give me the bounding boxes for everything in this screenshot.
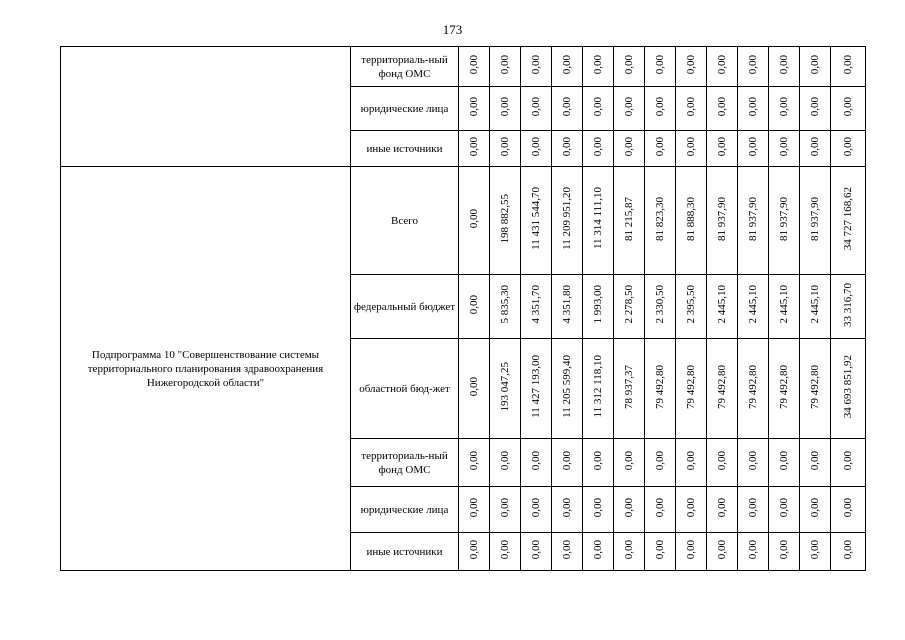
amount-value: 198 882,55 <box>499 193 511 244</box>
amount-value: 1 993,00 <box>592 285 604 324</box>
amount-value: 5 835,30 <box>499 285 511 324</box>
amount-cell <box>831 167 866 275</box>
page-number: 173 <box>442 22 463 37</box>
amount-value: 0,00 <box>499 539 511 560</box>
amount-cell <box>614 47 645 87</box>
amount-cell <box>459 439 490 487</box>
amount-cell <box>614 487 645 533</box>
amount-cell <box>521 439 552 487</box>
amount-value: 0,00 <box>778 54 790 75</box>
amount-value: 0,00 <box>842 54 854 75</box>
amount-value: 0,00 <box>592 136 604 157</box>
funding-source-label: территориаль-ный фонд ОМС <box>351 439 459 487</box>
amount-cell <box>707 47 738 87</box>
amount-value: 11 431 544,70 <box>530 187 542 250</box>
amount-value: 0,00 <box>654 450 666 471</box>
amount-value: 0,00 <box>716 497 728 518</box>
amount-value: 4 351,70 <box>530 285 542 324</box>
amount-value: 0,00 <box>468 539 480 560</box>
funding-source-label: юридические лица <box>351 487 459 533</box>
amount-value: 0,00 <box>716 54 728 75</box>
amount-cell <box>490 275 521 339</box>
amount-cell <box>552 487 583 533</box>
amount-cell <box>676 439 707 487</box>
amount-value: 81 937,90 <box>778 196 790 241</box>
amount-cell <box>800 439 831 487</box>
amount-value: 0,00 <box>530 450 542 471</box>
amount-cell <box>800 275 831 339</box>
amount-cell <box>769 47 800 87</box>
amount-cell <box>459 533 490 571</box>
amount-value: 0,00 <box>592 54 604 75</box>
amount-cell <box>676 339 707 439</box>
amount-cell <box>738 275 769 339</box>
amount-value: 0,00 <box>842 136 854 157</box>
amount-cell <box>645 87 676 131</box>
amount-value: 0,00 <box>809 497 821 518</box>
amount-value: 0,00 <box>654 497 666 518</box>
amount-cell <box>552 439 583 487</box>
amount-value: 0,00 <box>716 136 728 157</box>
amount-cell <box>769 533 800 571</box>
amount-cell <box>769 439 800 487</box>
amount-cell <box>583 47 614 87</box>
amount-cell <box>521 131 552 167</box>
amount-value: 11 427 193,00 <box>530 355 542 418</box>
amount-cell <box>645 339 676 439</box>
amount-cell <box>614 339 645 439</box>
amount-cell <box>459 275 490 339</box>
amount-value: 0,00 <box>685 450 697 471</box>
amount-cell <box>738 487 769 533</box>
amount-cell <box>645 533 676 571</box>
amount-cell <box>738 131 769 167</box>
amount-cell <box>490 87 521 131</box>
amount-cell <box>583 533 614 571</box>
amount-cell <box>831 275 866 339</box>
amount-value: 0,00 <box>842 539 854 560</box>
amount-value: 0,00 <box>530 539 542 560</box>
amount-cell <box>769 131 800 167</box>
funding-source-label: федеральный бюджет <box>351 275 459 339</box>
amount-value: 0,00 <box>685 539 697 560</box>
amount-cell <box>676 275 707 339</box>
amount-value: 0,00 <box>530 54 542 75</box>
amount-value: 0,00 <box>623 54 635 75</box>
amount-value: 0,00 <box>685 96 697 117</box>
amount-cell <box>552 167 583 275</box>
amount-cell <box>459 339 490 439</box>
amount-cell <box>707 487 738 533</box>
amount-cell <box>800 131 831 167</box>
amount-cell <box>521 275 552 339</box>
amount-cell <box>583 131 614 167</box>
budget-table <box>60 46 866 571</box>
amount-value: 0,00 <box>468 497 480 518</box>
amount-cell <box>738 439 769 487</box>
amount-value: 0,00 <box>747 136 759 157</box>
amount-cell <box>614 87 645 131</box>
amount-value: 0,00 <box>468 450 480 471</box>
amount-cell <box>459 487 490 533</box>
funding-source-label: иные источники <box>351 533 459 571</box>
amount-cell <box>552 131 583 167</box>
amount-cell <box>552 275 583 339</box>
amount-cell <box>490 339 521 439</box>
amount-value: 11 314 111,10 <box>592 187 604 250</box>
amount-value: 34 727 168,62 <box>842 186 854 251</box>
amount-cell <box>583 87 614 131</box>
amount-value: 0,00 <box>778 497 790 518</box>
amount-value: 0,00 <box>499 497 511 518</box>
amount-cell <box>800 167 831 275</box>
amount-cell <box>800 47 831 87</box>
amount-cell <box>831 47 866 87</box>
amount-cell <box>831 439 866 487</box>
amount-cell <box>583 339 614 439</box>
amount-cell <box>614 533 645 571</box>
amount-value: 0,00 <box>778 96 790 117</box>
amount-cell <box>707 131 738 167</box>
amount-value: 0,00 <box>747 539 759 560</box>
amount-cell <box>521 533 552 571</box>
amount-cell <box>521 47 552 87</box>
amount-cell <box>769 487 800 533</box>
amount-value: 0,00 <box>778 539 790 560</box>
amount-value: 79 492,80 <box>685 364 697 409</box>
amount-cell <box>583 275 614 339</box>
funding-source-label: областной бюд-жет <box>351 339 459 439</box>
amount-value: 34 693 851,92 <box>842 354 854 419</box>
amount-cell <box>645 47 676 87</box>
amount-value: 79 492,80 <box>716 364 728 409</box>
amount-value: 2 395,50 <box>685 285 697 324</box>
amount-value: 0,00 <box>561 450 573 471</box>
program-name-cell <box>61 167 351 571</box>
funding-source-label: иные источники <box>351 131 459 167</box>
amount-value: 0,00 <box>685 497 697 518</box>
amount-cell <box>769 167 800 275</box>
funding-source-label: Всего <box>351 167 459 275</box>
amount-value: 0,00 <box>561 539 573 560</box>
amount-cell <box>800 533 831 571</box>
amount-cell <box>459 87 490 131</box>
amount-value: 0,00 <box>654 539 666 560</box>
amount-value: 81 937,90 <box>716 196 728 241</box>
amount-value: 11 205 599,40 <box>561 355 573 418</box>
amount-value: 0,00 <box>592 450 604 471</box>
amount-cell <box>769 87 800 131</box>
amount-cell <box>707 167 738 275</box>
funding-source-label: территориаль-ный фонд ОМС <box>351 47 459 87</box>
amount-cell <box>552 47 583 87</box>
amount-value: 0,00 <box>778 450 790 471</box>
amount-cell <box>831 131 866 167</box>
amount-cell <box>676 487 707 533</box>
amount-cell <box>769 339 800 439</box>
amount-value: 0,00 <box>842 497 854 518</box>
amount-value: 0,00 <box>499 54 511 75</box>
amount-cell <box>645 439 676 487</box>
amount-value: 2 445,10 <box>747 285 759 324</box>
amount-cell <box>521 487 552 533</box>
amount-cell <box>800 339 831 439</box>
amount-cell <box>831 87 866 131</box>
amount-value: 2 278,50 <box>623 285 635 324</box>
amount-value: 0,00 <box>654 54 666 75</box>
amount-cell <box>831 339 866 439</box>
amount-cell <box>521 87 552 131</box>
amount-cell <box>676 131 707 167</box>
amount-cell <box>614 131 645 167</box>
amount-value: 0,00 <box>623 539 635 560</box>
amount-value: 0,00 <box>842 96 854 117</box>
amount-value: 0,00 <box>592 96 604 117</box>
amount-cell <box>614 167 645 275</box>
amount-value: 11 209 951,20 <box>561 187 573 250</box>
amount-value: 0,00 <box>468 208 480 229</box>
amount-cell <box>800 487 831 533</box>
amount-cell <box>738 87 769 131</box>
amount-value: 0,00 <box>561 497 573 518</box>
amount-cell <box>645 167 676 275</box>
amount-cell <box>490 533 521 571</box>
amount-value: 0,00 <box>809 450 821 471</box>
amount-value: 81 215,87 <box>623 196 635 241</box>
amount-value: 11 312 118,10 <box>592 355 604 418</box>
amount-value: 0,00 <box>716 96 728 117</box>
amount-value: 0,00 <box>623 96 635 117</box>
amount-value: 0,00 <box>809 54 821 75</box>
amount-value: 0,00 <box>716 539 728 560</box>
amount-value: 2 330,50 <box>654 285 666 324</box>
amount-value: 0,00 <box>499 136 511 157</box>
amount-cell <box>769 275 800 339</box>
amount-cell <box>490 167 521 275</box>
amount-value: 0,00 <box>747 497 759 518</box>
amount-value: 4 351,80 <box>561 285 573 324</box>
amount-cell <box>459 47 490 87</box>
amount-value: 0,00 <box>592 539 604 560</box>
amount-value: 193 047,25 <box>499 361 511 412</box>
amount-value: 79 492,80 <box>654 364 666 409</box>
amount-cell <box>738 533 769 571</box>
amount-cell <box>459 167 490 275</box>
amount-value: 0,00 <box>530 96 542 117</box>
amount-value: 0,00 <box>623 136 635 157</box>
amount-value: 0,00 <box>842 450 854 471</box>
amount-cell <box>614 275 645 339</box>
amount-cell <box>707 87 738 131</box>
amount-cell <box>831 533 866 571</box>
amount-cell <box>707 439 738 487</box>
amount-cell <box>552 533 583 571</box>
amount-value: 79 492,80 <box>747 364 759 409</box>
amount-value: 0,00 <box>561 54 573 75</box>
amount-value: 33 316,70 <box>842 282 854 327</box>
amount-value: 0,00 <box>809 96 821 117</box>
amount-value: 81 937,90 <box>747 196 759 241</box>
amount-cell <box>614 439 645 487</box>
amount-cell <box>831 487 866 533</box>
amount-cell <box>645 275 676 339</box>
amount-cell <box>521 339 552 439</box>
amount-cell <box>583 167 614 275</box>
amount-value: 0,00 <box>654 96 666 117</box>
amount-cell <box>645 131 676 167</box>
table-row <box>61 167 866 275</box>
amount-value: 0,00 <box>623 450 635 471</box>
amount-value: 0,00 <box>747 450 759 471</box>
amount-value: 0,00 <box>499 96 511 117</box>
amount-cell <box>738 339 769 439</box>
amount-value: 2 445,10 <box>716 285 728 324</box>
amount-value: 0,00 <box>747 54 759 75</box>
amount-value: 78 937,37 <box>623 364 635 409</box>
amount-cell <box>552 87 583 131</box>
amount-value: 0,00 <box>747 96 759 117</box>
amount-cell <box>645 487 676 533</box>
amount-value: 0,00 <box>468 294 480 315</box>
amount-value: 0,00 <box>685 54 697 75</box>
amount-value: 0,00 <box>685 136 697 157</box>
amount-cell <box>676 87 707 131</box>
amount-cell <box>676 167 707 275</box>
amount-value: 0,00 <box>468 376 480 397</box>
amount-value: 0,00 <box>468 136 480 157</box>
amount-value: 81 823,30 <box>654 196 666 241</box>
amount-value: 0,00 <box>716 450 728 471</box>
amount-cell <box>800 87 831 131</box>
amount-value: 2 445,10 <box>809 285 821 324</box>
amount-cell <box>490 487 521 533</box>
amount-value: 0,00 <box>809 136 821 157</box>
amount-cell <box>552 339 583 439</box>
amount-value: 81 937,90 <box>809 196 821 241</box>
program-title: Подпрограмма 10 "Совершенствование системы территориального планирования здравоохранения Нижегородской области" <box>87 348 324 389</box>
amount-value: 0,00 <box>623 497 635 518</box>
amount-cell <box>459 131 490 167</box>
amount-cell <box>583 487 614 533</box>
amount-value: 2 445,10 <box>778 285 790 324</box>
amount-cell <box>583 439 614 487</box>
amount-value: 0,00 <box>530 136 542 157</box>
budget-table-body <box>61 47 866 571</box>
amount-value: 0,00 <box>778 136 790 157</box>
amount-value: 0,00 <box>561 136 573 157</box>
amount-cell <box>490 47 521 87</box>
amount-cell <box>676 47 707 87</box>
amount-value: 81 888,30 <box>685 196 697 241</box>
amount-value: 0,00 <box>499 450 511 471</box>
amount-cell <box>738 167 769 275</box>
table-row <box>61 47 866 87</box>
amount-cell <box>676 533 707 571</box>
amount-value: 0,00 <box>654 136 666 157</box>
amount-value: 79 492,80 <box>778 364 790 409</box>
amount-value: 0,00 <box>468 54 480 75</box>
amount-value: 0,00 <box>468 96 480 117</box>
amount-value: 0,00 <box>561 96 573 117</box>
amount-cell <box>521 167 552 275</box>
amount-cell <box>707 339 738 439</box>
amount-cell <box>738 47 769 87</box>
amount-cell <box>707 533 738 571</box>
amount-value: 0,00 <box>809 539 821 560</box>
amount-value: 79 492,80 <box>809 364 821 409</box>
amount-cell <box>490 439 521 487</box>
amount-cell <box>707 275 738 339</box>
amount-value: 0,00 <box>530 497 542 518</box>
amount-cell <box>490 131 521 167</box>
funding-source-label: юридические лица <box>351 87 459 131</box>
amount-value: 0,00 <box>592 497 604 518</box>
program-name-cell-empty <box>61 47 351 167</box>
